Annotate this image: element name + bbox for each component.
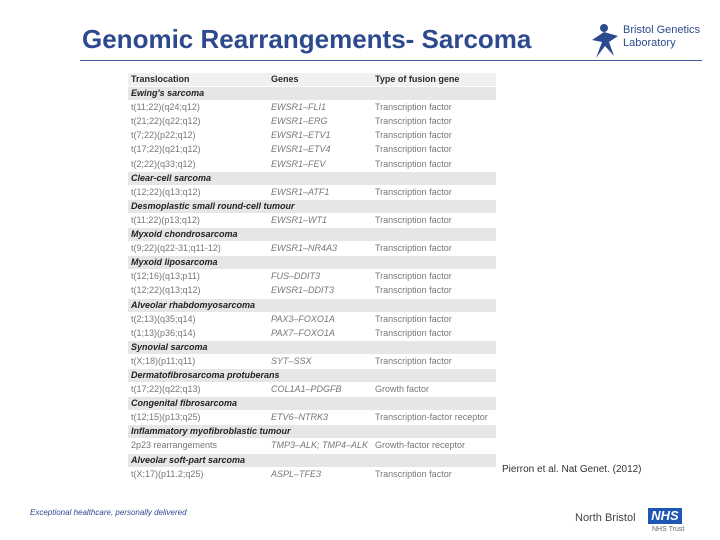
genes-cell: PAX3–FOXO1A [271,313,335,324]
category-label: Ewing's sarcoma [131,88,205,99]
logo-line-2: Laboratory [623,37,676,49]
fusion-type-cell: Transcription factor [375,116,452,127]
table-row [128,270,496,284]
fusion-type-cell: Transcription-factor receptor [375,412,488,423]
nhs-trust-label: NHS Trust [652,526,685,533]
translocation-cell: t(12;15)(p13;q25) [131,412,201,423]
translocation-cell: t(17;22)(q21;q12) [131,144,201,155]
table-row [128,186,496,200]
bristol-genetics-logo [588,20,708,64]
genes-cell: EWSR1–ETV1 [271,130,331,141]
fusion-type-cell: Transcription factor [375,102,452,113]
genes-cell: EWSR1–FLI1 [271,102,327,113]
table-row [128,439,496,453]
fusion-type-cell: Transcription factor [375,130,452,141]
nhs-logo-badge: NHS [648,508,682,524]
translocation-cell: t(2;13)(q35;q14) [131,313,196,324]
table-row [128,468,496,482]
citation: Pierron et al. Nat Genet. (2012) [502,464,642,475]
fusion-type-cell: Growth-factor receptor [375,440,466,451]
category-label: Synovial sarcoma [131,341,208,352]
fusion-type-cell: Transcription factor [375,186,452,197]
logo-line-1: Bristol Genetics [623,24,701,36]
table-category-row [128,256,496,270]
logo-text [623,24,700,50]
table-row [128,411,496,425]
genes-cell: EWSR1–FEV [271,158,326,169]
table-category-row [128,299,496,313]
table-row [128,327,496,341]
genes-cell: EWSR1–DDIT3 [271,285,335,296]
genes-cell: EWSR1–NR4A3 [271,243,338,254]
category-label: Clear-cell sarcoma [131,172,212,183]
table-category-row [128,425,496,439]
table-row [128,313,496,327]
table-row [128,158,496,172]
genes-cell: PAX7–FOXO1A [271,327,335,338]
table-category-row [128,87,496,101]
genes-cell: ETV6–NTRK3 [271,412,329,423]
table-category-row [128,397,496,411]
category-label: Alveolar rhabdomyosarcoma [131,299,256,310]
translocation-cell: t(X;17)(p11.2;q25) [131,468,204,479]
table-category-row [128,454,496,468]
translocation-cell: t(7;22)(p22;q12) [131,130,196,141]
translocation-cell: t(1;13)(p36;q14) [131,327,196,338]
table-row [128,115,496,129]
fusion-type-cell: Transcription factor [375,285,452,296]
translocation-cell: t(11;22)(q24;q12) [131,102,200,113]
table-row [128,129,496,143]
fusion-type-cell: Transcription factor [375,158,452,169]
fusion-type-cell: Growth factor [375,384,430,395]
translocation-cell: t(9;22)(q22-31;q11-12) [131,243,221,254]
nhs-org-name: North Bristol [575,512,636,524]
genes-cell: TMP3–ALK; TMP4–ALK [271,440,369,451]
genes-cell: COL1A1–PDGFB [271,384,342,395]
category-label: Myxoid chondrosarcoma [131,229,238,240]
table-category-row [128,369,496,383]
table-row [128,383,496,397]
translocation-cell: t(X;18)(p11;q11) [131,355,196,366]
category-label: Dermatofibrosarcoma protuberans [131,369,280,380]
fusion-type-cell: Transcription factor [375,271,452,282]
fusion-type-cell: Transcription factor [375,243,452,254]
table-category-row [128,172,496,186]
category-label: Alveolar soft-part sarcoma [131,454,246,465]
header-genes: Genes [271,74,299,84]
table-row [128,242,496,256]
fusion-type-cell: Transcription factor [375,355,452,366]
genes-cell: EWSR1–WT1 [271,214,328,225]
translocation-cell: t(12;22)(q13;q12) [131,186,201,197]
translocation-cell: t(12;16)(q13;p11) [131,271,200,282]
translocation-cell: t(17;22)(q22;q13) [131,384,201,395]
category-label: Myxoid liposarcoma [131,257,218,268]
translocation-cell: t(21;22)(q22;q12) [131,116,201,127]
table-row [128,355,496,369]
table-header-row [128,73,496,87]
table-category-row [128,200,496,214]
category-label: Congenital fibrosarcoma [131,398,238,409]
header-fusion-type: Type of fusion gene [375,74,460,84]
table-category-row [128,228,496,242]
table-row [128,214,496,228]
translocation-cell: t(12;22)(q13;q12) [131,285,201,296]
genes-cell: EWSR1–ERG [271,116,328,127]
page-title: Genomic Rearrangements- Sarcoma [82,24,532,54]
table-row [128,284,496,298]
genes-cell: FUS–DDIT3 [271,271,321,282]
fusion-type-cell: Transcription factor [375,214,452,225]
fusion-type-cell: Transcription factor [375,313,452,324]
translocation-cell: t(11;22)(p13;q12) [131,214,200,225]
fusion-gene-table [128,73,496,482]
genes-cell: ASPL–TFE3 [271,468,322,479]
fusion-type-cell: Transcription factor [375,327,452,338]
table-row [128,101,496,115]
category-label: Desmoplastic small round-cell tumour [131,200,295,211]
star-figure-icon [588,22,620,62]
genes-cell: EWSR1–ETV4 [271,144,331,155]
genes-cell: EWSR1–ATF1 [271,186,330,197]
translocation-cell: 2p23 rearrangements [131,440,218,451]
header-translocation: Translocation [131,74,190,84]
category-label: Inflammatory myofibroblastic tumour [131,426,291,437]
fusion-type-cell: Transcription factor [375,468,452,479]
fusion-type-cell: Transcription factor [375,144,452,155]
footer-tagline: Exceptional healthcare, personally delivered [30,508,187,517]
genes-cell: SYT–SSX [271,355,312,366]
table-row [128,143,496,157]
translocation-cell: t(2;22)(q33;q12) [131,158,196,169]
table-category-row [128,341,496,355]
